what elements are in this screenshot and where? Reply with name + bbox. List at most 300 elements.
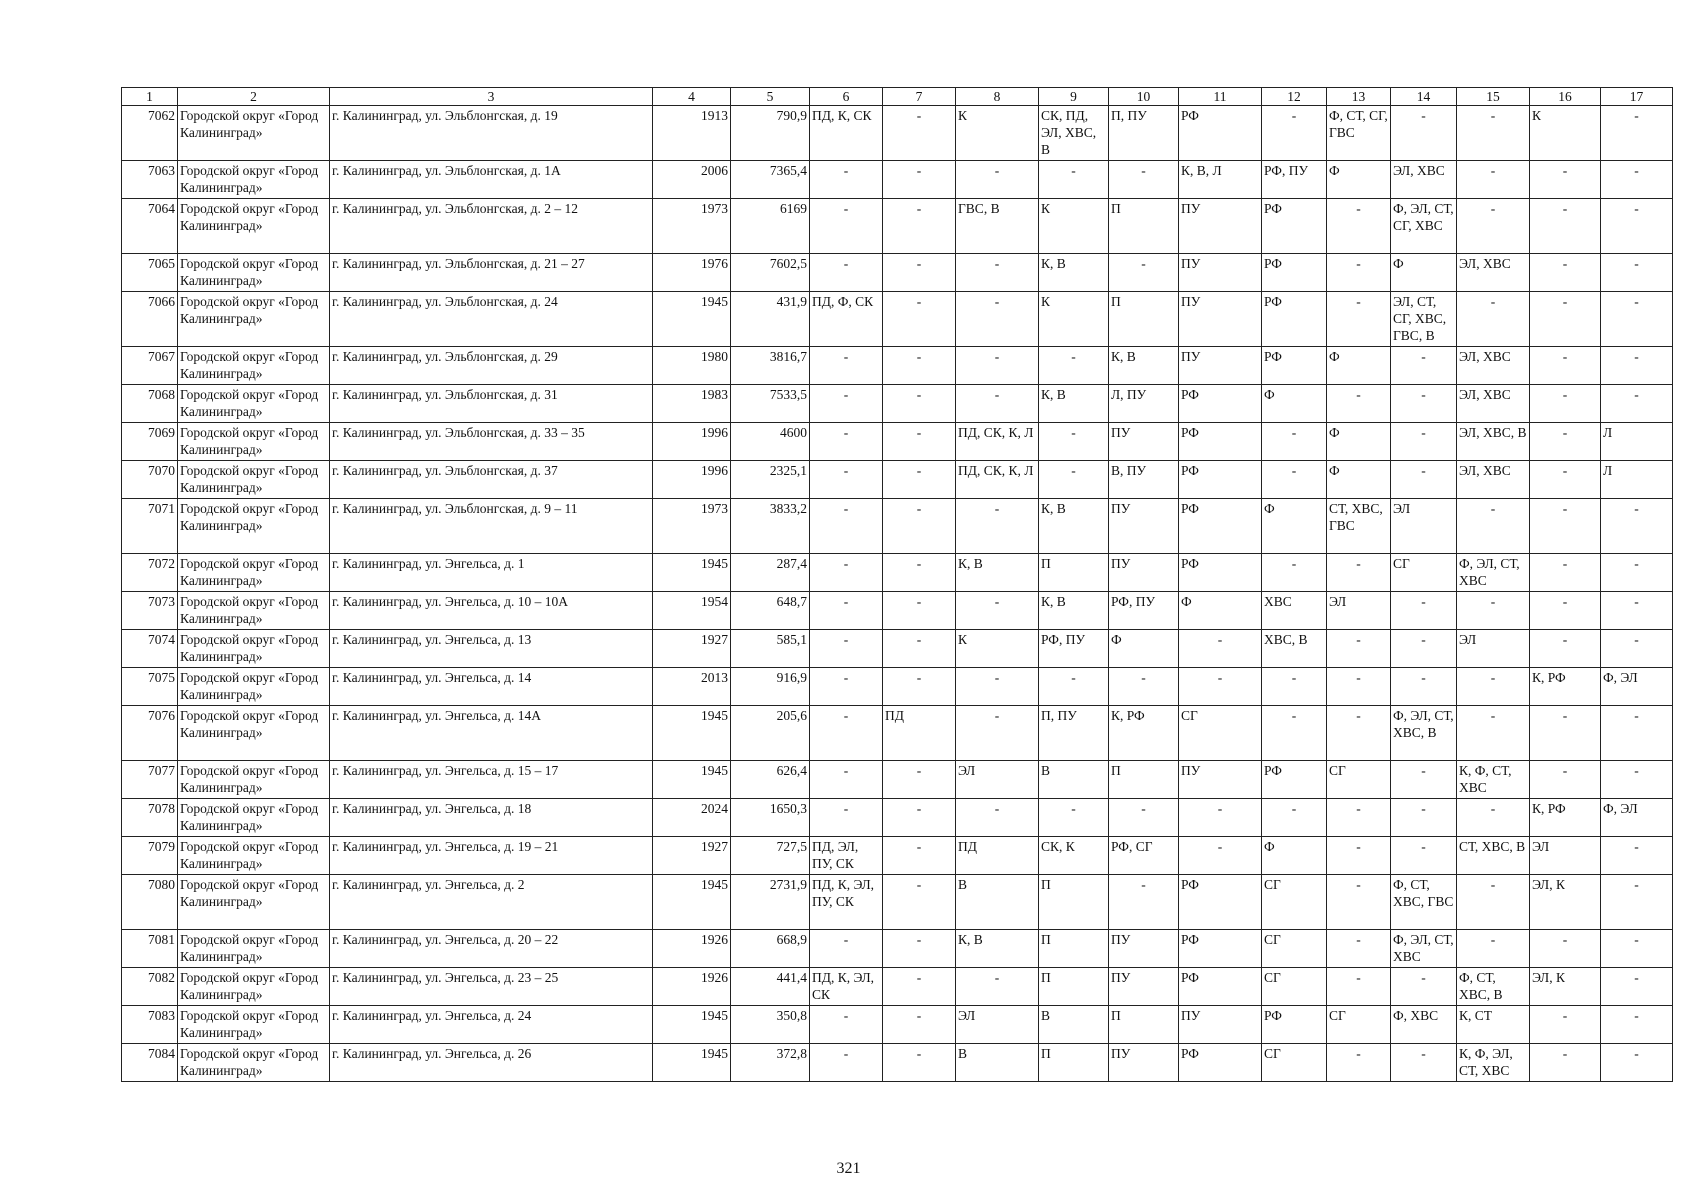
table-cell-col-3: г. Калининград, ул. Эльблонгская, д. 21 – 27 — [330, 254, 653, 292]
table-cell-col-9: В — [1039, 761, 1109, 799]
table-cell-col-8: К — [956, 106, 1039, 161]
table-cell-col-11: РФ — [1179, 1044, 1262, 1082]
table-cell-col-17: Л — [1601, 461, 1673, 499]
table-cell-col-2: Городской округ «Город Калининград» — [178, 499, 330, 554]
table-row — [122, 554, 1673, 592]
table-cell-col-6: ПД, К, ЭЛ, ПУ, СК — [810, 875, 883, 930]
table-cell-col-7: - — [883, 385, 956, 423]
table-cell-col-5: 648,7 — [731, 592, 810, 630]
table-cell-col-15: ЭЛ — [1457, 630, 1530, 668]
table-row — [122, 461, 1673, 499]
table-cell-col-14: - — [1391, 461, 1457, 499]
table-cell-col-11: СГ — [1179, 706, 1262, 761]
table-cell-col-6: - — [810, 1044, 883, 1082]
table-cell-col-4: 1945 — [653, 875, 731, 930]
table-cell-col-9: К — [1039, 199, 1109, 254]
table-cell-col-3: г. Калининград, ул. Эльблонгская, д. 37 — [330, 461, 653, 499]
table-cell-col-6: - — [810, 254, 883, 292]
table-cell-col-2: Городской округ «Город Калининград» — [178, 875, 330, 930]
column-header-10: 10 — [1109, 88, 1179, 106]
table-cell-col-10: П — [1109, 199, 1179, 254]
table-cell-col-12: - — [1262, 554, 1327, 592]
table-cell-col-5: 372,8 — [731, 1044, 810, 1082]
table-cell-col-4: 1945 — [653, 761, 731, 799]
table-cell-col-1: 7074 — [122, 630, 178, 668]
table-cell-col-12: - — [1262, 461, 1327, 499]
column-header-12: 12 — [1262, 88, 1327, 106]
table-cell-col-14: - — [1391, 385, 1457, 423]
table-cell-col-6: - — [810, 461, 883, 499]
table-cell-col-13: - — [1327, 292, 1391, 347]
table-cell-col-11: РФ — [1179, 461, 1262, 499]
table-cell-col-4: 1954 — [653, 592, 731, 630]
table-cell-col-15: ЭЛ, ХВС — [1457, 347, 1530, 385]
table-cell-col-11: РФ — [1179, 875, 1262, 930]
table-cell-col-13: - — [1327, 706, 1391, 761]
table-cell-col-1: 7079 — [122, 837, 178, 875]
table-cell-col-17: - — [1601, 875, 1673, 930]
table-cell-col-4: 2006 — [653, 161, 731, 199]
table-cell-col-11: ПУ — [1179, 199, 1262, 254]
table-cell-col-3: г. Калининград, ул. Эльблонгская, д. 19 — [330, 106, 653, 161]
table-cell-col-2: Городской округ «Город Калининград» — [178, 630, 330, 668]
table-cell-col-4: 1973 — [653, 199, 731, 254]
table-cell-col-2: Городской округ «Город Калининград» — [178, 799, 330, 837]
table-cell-col-11: РФ — [1179, 385, 1262, 423]
table-cell-col-6: - — [810, 385, 883, 423]
column-header-2: 2 — [178, 88, 330, 106]
table-cell-col-3: г. Калининград, ул. Эльблонгская, д. 31 — [330, 385, 653, 423]
table-cell-col-10: - — [1109, 161, 1179, 199]
table-cell-col-6: - — [810, 499, 883, 554]
table-cell-col-14: Ф, ХВС — [1391, 1006, 1457, 1044]
table-cell-col-8: - — [956, 592, 1039, 630]
table-cell-col-8: ПД, СК, К, Л — [956, 423, 1039, 461]
table-cell-col-13: - — [1327, 254, 1391, 292]
table-row — [122, 630, 1673, 668]
table-cell-col-2: Городской округ «Город Калининград» — [178, 254, 330, 292]
table-cell-col-1: 7072 — [122, 554, 178, 592]
table-cell-col-15: - — [1457, 292, 1530, 347]
table-cell-col-13: - — [1327, 554, 1391, 592]
table-cell-col-11: РФ — [1179, 499, 1262, 554]
column-header-8: 8 — [956, 88, 1039, 106]
table-cell-col-7: - — [883, 554, 956, 592]
table-cell-col-5: 585,1 — [731, 630, 810, 668]
table-row — [122, 592, 1673, 630]
table-cell-col-9: - — [1039, 668, 1109, 706]
table-cell-col-14: - — [1391, 106, 1457, 161]
table-cell-col-16: - — [1530, 706, 1601, 761]
table-cell-col-15: ЭЛ, ХВС — [1457, 461, 1530, 499]
table-cell-col-8: ГВС, В — [956, 199, 1039, 254]
table-cell-col-14: СГ — [1391, 554, 1457, 592]
table-cell-col-9: К, В — [1039, 592, 1109, 630]
table-cell-col-7: - — [883, 499, 956, 554]
table-cell-col-8: К, В — [956, 930, 1039, 968]
table-cell-col-3: г. Калининград, ул. Энгельса, д. 14А — [330, 706, 653, 761]
table-cell-col-12: РФ — [1262, 347, 1327, 385]
table-row — [122, 1006, 1673, 1044]
table-cell-col-11: ПУ — [1179, 292, 1262, 347]
table-cell-col-11: ПУ — [1179, 1006, 1262, 1044]
table-cell-col-1: 7062 — [122, 106, 178, 161]
table-cell-col-8: - — [956, 385, 1039, 423]
table-cell-col-16: - — [1530, 423, 1601, 461]
table-cell-col-1: 7071 — [122, 499, 178, 554]
table-cell-col-10: П — [1109, 1006, 1179, 1044]
table-cell-col-14: Ф, ЭЛ, СТ, СГ, ХВС — [1391, 199, 1457, 254]
table-cell-col-2: Городской округ «Город Калининград» — [178, 106, 330, 161]
table-cell-col-12: СГ — [1262, 968, 1327, 1006]
table-cell-col-2: Городской округ «Город Калининград» — [178, 930, 330, 968]
table-cell-col-7: - — [883, 668, 956, 706]
table-cell-col-14: - — [1391, 1044, 1457, 1082]
column-header-1: 1 — [122, 88, 178, 106]
table-cell-col-16: - — [1530, 161, 1601, 199]
table-cell-col-12: СГ — [1262, 875, 1327, 930]
table-cell-col-8: - — [956, 799, 1039, 837]
table-cell-col-3: г. Калининград, ул. Энгельса, д. 10 – 10А — [330, 592, 653, 630]
table-cell-col-10: Л, ПУ — [1109, 385, 1179, 423]
column-header-4: 4 — [653, 88, 731, 106]
table-cell-col-14: - — [1391, 668, 1457, 706]
table-cell-col-3: г. Калининград, ул. Энгельса, д. 2 — [330, 875, 653, 930]
table-cell-col-4: 1945 — [653, 1006, 731, 1044]
table-cell-col-4: 1945 — [653, 1044, 731, 1082]
table-cell-col-11: Ф — [1179, 592, 1262, 630]
table-cell-col-14: ЭЛ, СТ, СГ, ХВС, ГВС, В — [1391, 292, 1457, 347]
table-cell-col-12: СГ — [1262, 930, 1327, 968]
table-cell-col-10: - — [1109, 254, 1179, 292]
table-cell-col-3: г. Калининград, ул. Энгельса, д. 14 — [330, 668, 653, 706]
table-cell-col-12: - — [1262, 423, 1327, 461]
table-cell-col-17: - — [1601, 761, 1673, 799]
table-cell-col-4: 2024 — [653, 799, 731, 837]
table-cell-col-11: РФ — [1179, 106, 1262, 161]
table-cell-col-9: П — [1039, 968, 1109, 1006]
table-cell-col-13: - — [1327, 837, 1391, 875]
table-cell-col-16: - — [1530, 292, 1601, 347]
table-cell-col-7: - — [883, 347, 956, 385]
table-cell-col-10: - — [1109, 875, 1179, 930]
housing-register-table — [121, 87, 1673, 1082]
table-cell-col-4: 1996 — [653, 423, 731, 461]
table-cell-col-1: 7082 — [122, 968, 178, 1006]
table-cell-col-6: - — [810, 930, 883, 968]
table-cell-col-1: 7065 — [122, 254, 178, 292]
table-cell-col-2: Городской округ «Город Калининград» — [178, 385, 330, 423]
table-cell-col-14: - — [1391, 630, 1457, 668]
table-cell-col-10: К, РФ — [1109, 706, 1179, 761]
table-cell-col-3: г. Калининград, ул. Энгельса, д. 24 — [330, 1006, 653, 1044]
table-cell-col-6: ПД, Ф, СК — [810, 292, 883, 347]
table-cell-col-16: - — [1530, 385, 1601, 423]
table-cell-col-5: 916,9 — [731, 668, 810, 706]
table-cell-col-17: - — [1601, 292, 1673, 347]
table-cell-col-9: - — [1039, 423, 1109, 461]
table-cell-col-4: 1926 — [653, 930, 731, 968]
table-row — [122, 930, 1673, 968]
table-cell-col-12: РФ — [1262, 292, 1327, 347]
table-row — [122, 199, 1673, 254]
table-cell-col-1: 7077 — [122, 761, 178, 799]
table-cell-col-17: - — [1601, 347, 1673, 385]
table-cell-col-6: ПД, К, СК — [810, 106, 883, 161]
table-cell-col-8: - — [956, 668, 1039, 706]
table-cell-col-10: РФ, ПУ — [1109, 592, 1179, 630]
table-cell-col-16: - — [1530, 347, 1601, 385]
table-cell-col-15: Ф, СТ, ХВС, В — [1457, 968, 1530, 1006]
table-cell-col-12: - — [1262, 106, 1327, 161]
table-cell-col-8: В — [956, 1044, 1039, 1082]
column-header-14: 14 — [1391, 88, 1457, 106]
table-cell-col-8: ЭЛ — [956, 761, 1039, 799]
table-cell-col-17: - — [1601, 1006, 1673, 1044]
table-cell-col-14: - — [1391, 761, 1457, 799]
table-cell-col-8: - — [956, 292, 1039, 347]
table-cell-col-5: 2325,1 — [731, 461, 810, 499]
table-cell-col-10: П — [1109, 292, 1179, 347]
table-cell-col-2: Городской округ «Город Калининград» — [178, 461, 330, 499]
table-cell-col-10: К, В — [1109, 347, 1179, 385]
table-cell-col-4: 1913 — [653, 106, 731, 161]
table-cell-col-5: 350,8 — [731, 1006, 810, 1044]
table-cell-col-5: 2731,9 — [731, 875, 810, 930]
table-cell-col-7: ПД — [883, 706, 956, 761]
table-cell-col-16: ЭЛ — [1530, 837, 1601, 875]
table-cell-col-16: - — [1530, 761, 1601, 799]
table-row — [122, 706, 1673, 761]
table-cell-col-6: - — [810, 630, 883, 668]
table-cell-col-13: - — [1327, 630, 1391, 668]
table-cell-col-7: - — [883, 161, 956, 199]
table-row — [122, 968, 1673, 1006]
table-cell-col-16: - — [1530, 499, 1601, 554]
table-cell-col-13: Ф — [1327, 423, 1391, 461]
table-cell-col-16: - — [1530, 199, 1601, 254]
table-cell-col-16: - — [1530, 592, 1601, 630]
table-cell-col-7: - — [883, 875, 956, 930]
table-cell-col-7: - — [883, 423, 956, 461]
table-cell-col-13: СГ — [1327, 1006, 1391, 1044]
column-header-7: 7 — [883, 88, 956, 106]
table-cell-col-9: РФ, ПУ — [1039, 630, 1109, 668]
table-cell-col-12: - — [1262, 706, 1327, 761]
table-cell-col-4: 1927 — [653, 837, 731, 875]
table-cell-col-9: К, В — [1039, 385, 1109, 423]
table-cell-col-6: - — [810, 1006, 883, 1044]
table-cell-col-13: СГ — [1327, 761, 1391, 799]
table-cell-col-7: - — [883, 630, 956, 668]
table-cell-col-9: - — [1039, 799, 1109, 837]
column-header-6: 6 — [810, 88, 883, 106]
table-cell-col-5: 431,9 — [731, 292, 810, 347]
table-cell-col-15: - — [1457, 161, 1530, 199]
table-cell-col-2: Городской округ «Город Калининград» — [178, 761, 330, 799]
table-cell-col-14: - — [1391, 968, 1457, 1006]
table-cell-col-7: - — [883, 1006, 956, 1044]
table-cell-col-16: - — [1530, 630, 1601, 668]
table-cell-col-4: 1983 — [653, 385, 731, 423]
table-cell-col-14: - — [1391, 592, 1457, 630]
table-cell-col-2: Городской округ «Город Калининград» — [178, 199, 330, 254]
table-cell-col-5: 790,9 — [731, 106, 810, 161]
table-cell-col-12: РФ — [1262, 761, 1327, 799]
table-cell-col-15: - — [1457, 799, 1530, 837]
register-table-body — [122, 106, 1673, 1082]
table-cell-col-16: ЭЛ, К — [1530, 968, 1601, 1006]
table-cell-col-9: П — [1039, 875, 1109, 930]
table-row — [122, 347, 1673, 385]
table-cell-col-2: Городской округ «Город Калининград» — [178, 1006, 330, 1044]
table-cell-col-16: - — [1530, 930, 1601, 968]
table-cell-col-12: ХВС — [1262, 592, 1327, 630]
table-cell-col-6: - — [810, 554, 883, 592]
table-cell-col-6: - — [810, 668, 883, 706]
table-cell-col-17: Л — [1601, 423, 1673, 461]
table-cell-col-2: Городской округ «Город Калининград» — [178, 968, 330, 1006]
table-cell-col-7: - — [883, 592, 956, 630]
table-cell-col-1: 7064 — [122, 199, 178, 254]
table-cell-col-7: - — [883, 930, 956, 968]
table-cell-col-16: - — [1530, 1044, 1601, 1082]
table-cell-col-7: - — [883, 837, 956, 875]
table-cell-col-12: РФ, ПУ — [1262, 161, 1327, 199]
table-cell-col-17: - — [1601, 106, 1673, 161]
table-cell-col-16: К — [1530, 106, 1601, 161]
table-cell-col-15: К, СТ — [1457, 1006, 1530, 1044]
table-cell-col-15: Ф, ЭЛ, СТ, ХВС — [1457, 554, 1530, 592]
table-cell-col-7: - — [883, 968, 956, 1006]
table-cell-col-10: ПУ — [1109, 499, 1179, 554]
table-cell-col-7: - — [883, 461, 956, 499]
table-cell-col-6: ПД, К, ЭЛ, СК — [810, 968, 883, 1006]
table-cell-col-7: - — [883, 292, 956, 347]
table-cell-col-2: Городской округ «Город Калининград» — [178, 423, 330, 461]
page-number: 321 — [836, 1160, 861, 1177]
table-cell-col-9: К — [1039, 292, 1109, 347]
table-cell-col-2: Городской округ «Город Калининград» — [178, 706, 330, 761]
table-cell-col-4: 1945 — [653, 554, 731, 592]
table-cell-col-8: - — [956, 161, 1039, 199]
table-cell-col-4: 1973 — [653, 499, 731, 554]
table-cell-col-1: 7068 — [122, 385, 178, 423]
table-row — [122, 292, 1673, 347]
table-cell-col-10: ПУ — [1109, 423, 1179, 461]
table-cell-col-4: 1980 — [653, 347, 731, 385]
table-cell-col-3: г. Калининград, ул. Энгельса, д. 20 – 22 — [330, 930, 653, 968]
table-cell-col-11: - — [1179, 668, 1262, 706]
table-row — [122, 761, 1673, 799]
table-cell-col-16: - — [1530, 554, 1601, 592]
table-cell-col-7: - — [883, 254, 956, 292]
table-cell-col-5: 287,4 — [731, 554, 810, 592]
table-cell-col-17: Ф, ЭЛ — [1601, 668, 1673, 706]
column-header-3: 3 — [330, 88, 653, 106]
table-cell-col-2: Городской округ «Город Калининград» — [178, 347, 330, 385]
table-cell-col-8: - — [956, 347, 1039, 385]
table-row — [122, 875, 1673, 930]
table-cell-col-16: - — [1530, 254, 1601, 292]
table-cell-col-12: Ф — [1262, 499, 1327, 554]
table-cell-col-2: Городской округ «Город Калининград» — [178, 161, 330, 199]
table-cell-col-3: г. Калининград, ул. Эльблонгская, д. 29 — [330, 347, 653, 385]
table-cell-col-13: - — [1327, 875, 1391, 930]
table-cell-col-11: РФ — [1179, 968, 1262, 1006]
table-cell-col-9: П — [1039, 930, 1109, 968]
table-cell-col-5: 3816,7 — [731, 347, 810, 385]
table-cell-col-13: - — [1327, 930, 1391, 968]
table-cell-col-14: Ф, ЭЛ, СТ, ХВС, В — [1391, 706, 1457, 761]
table-cell-col-12: РФ — [1262, 1006, 1327, 1044]
table-cell-col-11: - — [1179, 837, 1262, 875]
column-header-17: 17 — [1601, 88, 1673, 106]
table-cell-col-13: Ф — [1327, 461, 1391, 499]
table-cell-col-5: 668,9 — [731, 930, 810, 968]
table-cell-col-17: - — [1601, 930, 1673, 968]
table-cell-col-7: - — [883, 106, 956, 161]
table-cell-col-12: РФ — [1262, 254, 1327, 292]
table-cell-col-16: К, РФ — [1530, 799, 1601, 837]
table-cell-col-10: Ф — [1109, 630, 1179, 668]
table-cell-col-9: - — [1039, 347, 1109, 385]
table-cell-col-13: - — [1327, 385, 1391, 423]
table-cell-col-10: - — [1109, 799, 1179, 837]
table-cell-col-5: 7365,4 — [731, 161, 810, 199]
table-cell-col-7: - — [883, 1044, 956, 1082]
table-cell-col-15: - — [1457, 106, 1530, 161]
table-cell-col-1: 7073 — [122, 592, 178, 630]
table-row — [122, 254, 1673, 292]
column-header-11: 11 — [1179, 88, 1262, 106]
table-cell-col-15: - — [1457, 592, 1530, 630]
table-cell-col-13: ЭЛ — [1327, 592, 1391, 630]
table-cell-col-1: 7081 — [122, 930, 178, 968]
table-cell-col-5: 3833,2 — [731, 499, 810, 554]
table-cell-col-10: РФ, СГ — [1109, 837, 1179, 875]
table-cell-col-1: 7076 — [122, 706, 178, 761]
table-cell-col-6: - — [810, 799, 883, 837]
table-cell-col-6: - — [810, 347, 883, 385]
column-header-15: 15 — [1457, 88, 1530, 106]
table-cell-col-3: г. Калининград, ул. Энгельса, д. 15 – 17 — [330, 761, 653, 799]
table-cell-col-11: ПУ — [1179, 761, 1262, 799]
table-row — [122, 161, 1673, 199]
table-cell-col-3: г. Калининград, ул. Эльблонгская, д. 2 – 12 — [330, 199, 653, 254]
table-cell-col-12: Ф — [1262, 837, 1327, 875]
table-cell-col-9: П, ПУ — [1039, 706, 1109, 761]
table-cell-col-9: СК, ПД, ЭЛ, ХВС, В — [1039, 106, 1109, 161]
table-cell-col-5: 626,4 — [731, 761, 810, 799]
table-cell-col-5: 7602,5 — [731, 254, 810, 292]
table-cell-col-10: ПУ — [1109, 1044, 1179, 1082]
table-cell-col-17: Ф, ЭЛ — [1601, 799, 1673, 837]
table-cell-col-16: К, РФ — [1530, 668, 1601, 706]
table-row — [122, 799, 1673, 837]
table-cell-col-12: СГ — [1262, 1044, 1327, 1082]
table-cell-col-6: ПД, ЭЛ, ПУ, СК — [810, 837, 883, 875]
table-cell-col-6: - — [810, 761, 883, 799]
table-cell-col-3: г. Калининград, ул. Энгельса, д. 23 – 25 — [330, 968, 653, 1006]
table-cell-col-4: 1927 — [653, 630, 731, 668]
table-cell-col-17: - — [1601, 968, 1673, 1006]
table-cell-col-3: г. Калининград, ул. Эльблонгская, д. 33 – 35 — [330, 423, 653, 461]
table-cell-col-17: - — [1601, 630, 1673, 668]
table-cell-col-11: - — [1179, 630, 1262, 668]
table-cell-col-4: 1976 — [653, 254, 731, 292]
column-header-16: 16 — [1530, 88, 1601, 106]
